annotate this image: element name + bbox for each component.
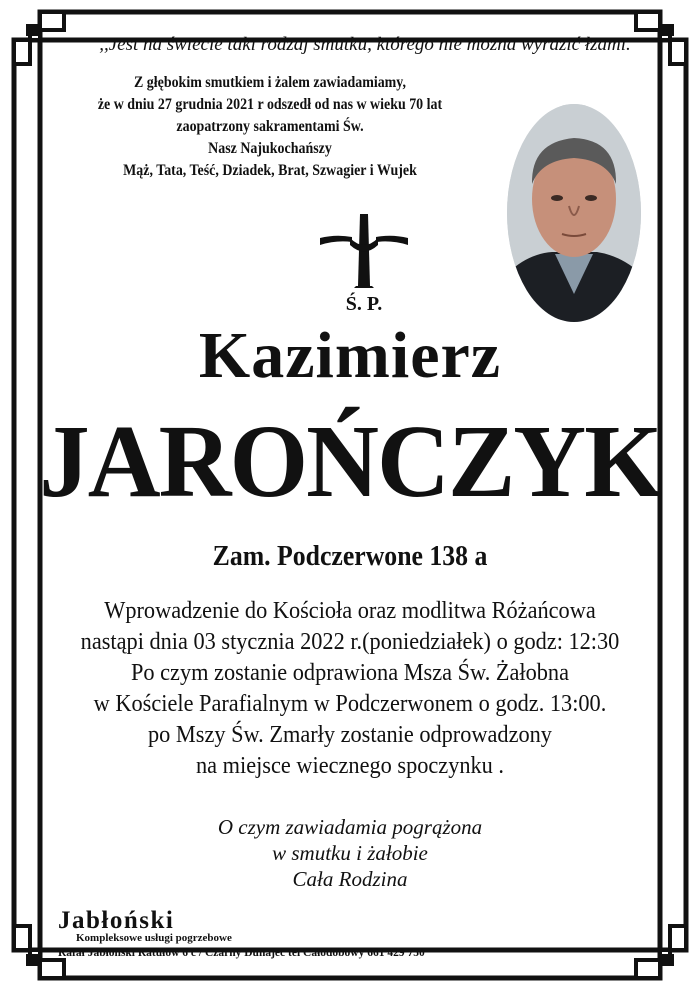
closing-line: w smutku i żałobie [272,841,428,865]
details-line: po Mszy Św. Zmarły zostanie odprowadzony [148,722,552,748]
details-line: Po czym zostanie odprawiona Msza Św. Żałobna [130,660,570,686]
opening-quote: ,,Jest na świecie taki rodzaj smutku, którego nie można wyrazić łzami. [99,34,631,55]
residence-address: Zam. Podczerwone 138 a [212,541,488,572]
cross-icon [316,212,412,288]
announcement-line: Mąż, Tata, Teść, Dziadek, Brat, Szwagier i Wujek [123,162,417,179]
announcement-line: że w dniu 27 grudnia 2021 r odszedł od nas w wieku 70 lat [97,96,443,113]
details-line: Wprowadzenie do Kościoła oraz modlitwa Różańcowa [104,598,596,624]
cross-block [316,212,412,315]
funeral-home-tagline: Kompleksowe usługi pogrzebowe [76,932,232,944]
cross-inscription: Ś. P. [345,293,383,315]
announcement-line: Z głębokim smutkiem i żalem zawiadamiamy, [133,74,407,91]
funeral-home-name: Jabłoński [58,907,175,934]
closing-note [150,814,550,892]
details-line: w Kościele Parafialnym w Podczerwonem o godz. 13:00. [93,691,607,717]
deceased-surname: JAROŃCZYK [39,404,661,519]
portrait-photo [507,104,641,322]
funeral-details [52,596,647,782]
funeral-home-footer [58,907,538,959]
announcement-line: zaopatrzony sakramentami Św. [176,118,364,135]
announcement-line: Nasz Najukochańszy [208,140,332,157]
deceased-first-name: Kazimierz [198,319,502,392]
closing-line: O czym zawiadamia pogrążona [217,815,483,839]
details-line: nastąpi dnia 03 stycznia 2022 r.(poniedziałek) o godz: 12:30 [80,629,620,655]
announcement [72,72,468,182]
closing-line: Cała Rodzina [292,867,408,891]
details-line: na miejsce wiecznego spoczynku . [195,753,505,779]
funeral-home-contact: Rafał Jabłoński Ratułów 6 c / Czarny Dunajec tel Całodobowy 661 429 750 [58,947,425,959]
